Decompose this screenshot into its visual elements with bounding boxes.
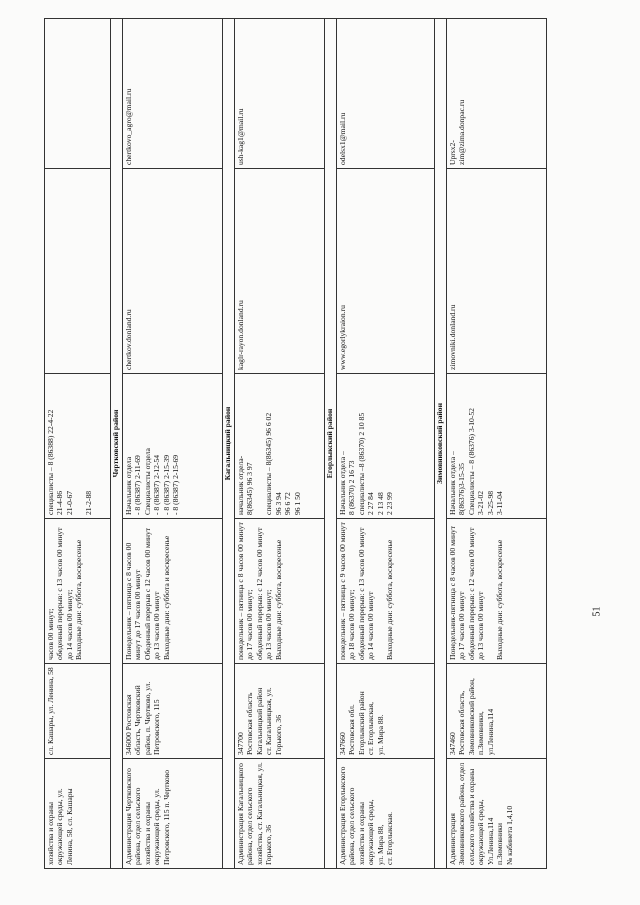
- cell-hours: Понедельник-пятница с 8 часов 00 минут до 17 часов 00 минут обеденный перерыв: с 12 часов 00 минут до 13 часов 00 минут Выходные дни: суббота, воскресенье: [447, 519, 547, 664]
- district-name: Зимовниковский район: [435, 19, 447, 869]
- district-header-row: [111, 19, 123, 869]
- table-row: [123, 19, 223, 869]
- cell-phones: Начальник отдела - 8 (86387) 2-11-69 Специалисты отдела - 8 (86387) 2-12-54 - 8 (86387) 2-15-39 - 8 (86387) 2-15-69: [123, 374, 223, 519]
- cell-address: 346000 Ростовская область, Чертковский район, п. Чертково, ул. Петровского, 115: [123, 664, 223, 759]
- district-name: Чертковский район: [111, 19, 123, 869]
- cell-website[interactable]: kaglr-rayon.donland.ru: [235, 169, 325, 374]
- cell-address: 347700 Ростовская область Кагальницкий район ст. Кагальницкая, ул. Горького, 36: [235, 664, 325, 759]
- district-name: Егорлыкский район: [325, 19, 337, 869]
- cell-hours: понедельник – пятница с 9 часов 00 минут до 18 часов 00 минут; обеденный перерыв: с 13 часов 00 минут до 14 часов 00 минут Выходные дни: суббота, воскресенье: [337, 519, 435, 664]
- cell-hours: часов 00 минут; обеденный перерыв: с 13 часов 00 минут до 14 часов 00 минут; Выходные дни: суббота, воскресенье: [45, 519, 111, 664]
- cell-phones: специалисты – 8 (86388) 22-4-22 21-4-86 21-0-67 21-2-88: [45, 374, 111, 519]
- table-row: [337, 19, 435, 869]
- cell-website: [45, 169, 111, 374]
- cell-website[interactable]: zimovniki.donland.ru: [447, 169, 547, 374]
- cell-email[interactable]: chertkovo_agro@mail.ru: [123, 19, 223, 169]
- cell-organization: Администрация Зимовниковского района, отдел сельского хозяйства и охраны окружающей среды, Ул.Ленина,114 п.Зимовники № кабинета 1,4,10: [447, 759, 547, 869]
- cell-website[interactable]: www.egorlykraion.ru: [337, 169, 435, 374]
- cell-address: 347660 Ростовская обл. Егорлыкский район ст. Егорлыкская, ул. Мира 88.: [337, 664, 435, 759]
- table-row: [45, 19, 111, 869]
- cell-email[interactable]: odelsx1@mail.ru: [337, 19, 435, 169]
- cell-organization: Администрация Чертковского района, отдел сельского хозяйства и охраны окружающей среды, ул. Петровского, 115 п. Чертково: [123, 759, 223, 869]
- cell-organization: хозяйства и охраны окружающей среды, ул. Ленина, 58, сл. Кашары: [45, 759, 111, 869]
- cell-phones: Начальник отдела – 8(86376)3-15-35 Специалисты – 8 (86376) 3-10-52 3-21-02 3-25-98 3-11-04: [447, 374, 547, 519]
- district-header-row: [325, 19, 337, 869]
- cell-address: 347460 Ростовская область, Зимовниковский район, п.Зимовники, ул.Ленина,114: [447, 664, 547, 759]
- cell-address: сл. Кашары, ул. Ленина, 58: [45, 664, 111, 759]
- cell-hours: понедельник – пятница с 8 часов 00 минут до 17 часов 00 минут; обеденный перерыв: с 12 часов 00 минут до 13 часов 00 минут; Выходные дни: суббота, воскресенье: [235, 519, 325, 664]
- department-table: [44, 18, 547, 869]
- cell-website[interactable]: chertkov.donland.ru: [123, 169, 223, 374]
- district-header-row: [223, 19, 235, 869]
- cell-email[interactable]: ush-kag1@mail.ru: [235, 19, 325, 169]
- page-number: 51: [591, 606, 603, 617]
- cell-phones: начальник отдела- 8(86345) 96 3 97 специалисты – 8(86345) 96 6 02 96 3 94 96 6 72 96 1 50: [235, 374, 325, 519]
- district-name: Кагальницкий район: [223, 19, 235, 869]
- district-header-row: [435, 19, 447, 869]
- cell-hours: Понедельник – пятница с 8 часов 00 минут до 17 часов 00 минут Обеденный перерыв с 12 часов 00 минут до 13 часов 00 минут Выходные дни: суббота и воскресенье: [123, 519, 223, 664]
- table-row: [235, 19, 325, 869]
- cell-phones: Начальник отдела – 8 (86370) 2 16 73 специалисты –8 (86370) 2 10 85 2 27 84 2 13 48 2 23 99: [337, 374, 435, 519]
- cell-email: [45, 19, 111, 169]
- table-row: [447, 19, 547, 869]
- cell-organization: Администрация Егорлыкского района, отдел сельского хозяйства и охраны окружающей среды, ул. Мира 88, ст. Егорлыкская.: [337, 759, 435, 869]
- cell-organization: Администрация Кагальницкого района, отдел сельского хозяйства, ст. Кагальницкая, ул. Горького, 36: [235, 759, 325, 869]
- cell-email[interactable]: Uprsx2- zim@zima.donpac.ru: [447, 19, 547, 169]
- rotated-content: [44, 19, 604, 869]
